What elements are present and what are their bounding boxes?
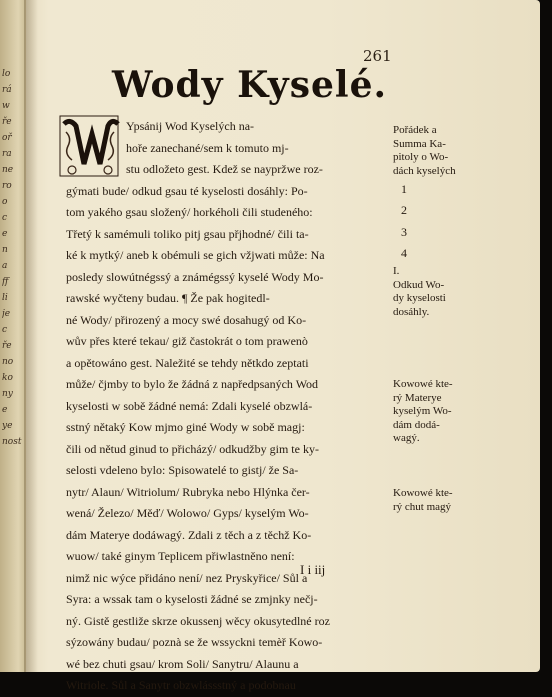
previous-page-fragment: w: [2, 101, 10, 111]
book-gutter-shadow: [24, 0, 38, 672]
margin-note-line: pitoly o Wo-: [393, 151, 449, 163]
text-line: dám Materye dodáwagý. Zdali z těch a z těchž Ko-: [66, 527, 312, 542]
text-line: rawské wyčteny budau. ¶ Že pak hogitedl-: [66, 291, 270, 305]
previous-page-fragment: ny: [2, 389, 13, 399]
margin-note: [393, 124, 473, 178]
previous-page-fragment: no: [2, 357, 14, 367]
margin-note-line: Pořádek a: [393, 124, 437, 136]
page-title: Wody Kyselé.: [112, 64, 388, 106]
text-line: sstný nětaký Kow mjmo giné Wody w sobě magj:: [66, 420, 305, 434]
text-line: posledy slowútnégssý a známégssý kyselé Wody Mo-: [66, 269, 324, 284]
margin-number: 3: [401, 225, 407, 239]
margin-note-line: dách kyselých: [393, 164, 456, 177]
previous-page-fragment: rá: [2, 85, 12, 95]
text-line: tom yakého gsau složený/ horkéholi čili studeného:: [66, 205, 313, 219]
text-line: může/ čjmby to bylo že žádná z napředpsaných Wod: [66, 377, 319, 391]
text-line: gýmati bude/ odkud gsau té kyselosti dosáhly: Po-: [66, 183, 308, 198]
signature-mark: I i iij: [300, 562, 326, 577]
text-line: čili od nětud ginud to přicházý/ odkudžby gim te ky-: [66, 441, 319, 456]
previous-page-fragment: o: [2, 197, 8, 207]
margin-note-line: rý Materye: [393, 391, 442, 404]
text-line: stu odložeto gest. Kdež se naypržwe roz-: [126, 162, 323, 176]
page-number: 261: [363, 47, 392, 65]
previous-page-fragment: ff: [2, 277, 9, 287]
text-line: nimž nic wýce přidáno není/ nez Pryskyřice/ Sůl a: [66, 570, 308, 585]
text-line: kyselosti w sobě žádné nemá: Zdali kyselé obzwlá-: [66, 398, 313, 413]
body-text: [66, 116, 391, 697]
text-line: selosti vdeleno bylo: Spisowatelé to gistj/ že Sa-: [66, 463, 299, 477]
previous-page-fragment: ro: [2, 181, 12, 191]
previous-page-fragment: li: [2, 293, 8, 303]
previous-page-fragment: e: [2, 229, 8, 239]
previous-page-fragment: c: [2, 325, 8, 335]
text-line: Witriole. Sůl a Sanytr obzwlássstný a podobnau: [66, 678, 296, 692]
margin-note: [393, 378, 473, 446]
margin-note: [393, 487, 473, 514]
previous-page-fragment: c: [2, 213, 8, 223]
previous-page-fragments: [2, 66, 24, 450]
text-line: nytr/ Alaun/ Witriolum/ Rubryka nebo Hlýnka čer-: [66, 484, 310, 499]
text-line: Třetý k samémuli toliko pitj gsau přjhodné/ čili ta-: [66, 226, 309, 241]
margin-note-line: Kowowé kte-: [393, 378, 453, 390]
margin-note-line: Odkud Wo-: [393, 278, 445, 291]
text-line: hoře zanechané/sem k tomuto mj-: [126, 140, 289, 155]
previous-page-fragment: e: [2, 405, 8, 415]
margin-note-line: dy kyselosti: [393, 292, 446, 304]
margin-number: 1: [401, 182, 407, 196]
previous-page-fragment: lo: [2, 69, 11, 79]
previous-page-edge: [0, 0, 26, 672]
margin-note-line: Summa Ka-: [393, 137, 446, 150]
margin-number: 4: [401, 246, 407, 260]
previous-page-fragment: ne: [2, 165, 14, 175]
margin-note-line: kyselým Wo-: [393, 405, 452, 417]
margin-note: [393, 265, 473, 319]
margin-note-line: dosáhly.: [393, 305, 430, 318]
text-line: ný. Gistě gestliže skrze okussenj wěcy okusytedlné roz: [66, 613, 330, 628]
text-line: wé bez chuti gsau/ krom Soli/ Sanytru/ Alaunu a: [66, 656, 299, 671]
previous-page-fragment: oř: [2, 133, 12, 143]
previous-page-fragment: ra: [2, 149, 12, 159]
previous-page-fragment: je: [2, 309, 11, 319]
margin-note-line: rý chut magý: [393, 500, 452, 513]
previous-page-fragment: ye: [2, 421, 13, 431]
previous-page-fragment: ře: [2, 117, 12, 127]
previous-page-fragment: nost: [2, 437, 22, 447]
text-line: né Wody/ přirozený a mocy swé dosahugý od Ko-: [66, 312, 307, 327]
previous-page-fragment: ře: [2, 341, 12, 351]
margin-note-line: Kowowé kte-: [393, 487, 453, 499]
text-line: wův přes které tekau/ giž častokrát o tom prawenò: [66, 334, 308, 348]
margin-number: 2: [401, 203, 407, 217]
text-line: wuow/ také ginym Teplicem přiwlastněno není:: [66, 549, 295, 563]
previous-page-fragment: a: [2, 261, 8, 271]
text-line: ké k mytký/ aneb k obémuli se gich vžjwati může: Na: [66, 248, 325, 262]
text-line: wená/ Železo/ Měď/ Wolowo/ Gyps/ kyselým Wo-: [66, 506, 309, 520]
previous-page-fragment: n: [2, 245, 8, 255]
margin-note-line: I.: [393, 265, 400, 277]
previous-page-fragment: ko: [2, 373, 13, 383]
text-line: Syra: a wssak tam o kyselosti žádné se zmjnky nečj-: [66, 592, 318, 606]
text-line: a opětowáno gest. Naležité se tehdy nětkdo zeptati: [66, 355, 309, 370]
margin-note-line: dám dodá-: [393, 418, 440, 431]
text-line: Ypsánij Wod Kyselých na-: [126, 119, 255, 133]
margin-note-line: wagý.: [393, 432, 420, 444]
text-line: sýzowány budau/ poznà se že wssyckni temèř Kowo-: [66, 635, 323, 649]
